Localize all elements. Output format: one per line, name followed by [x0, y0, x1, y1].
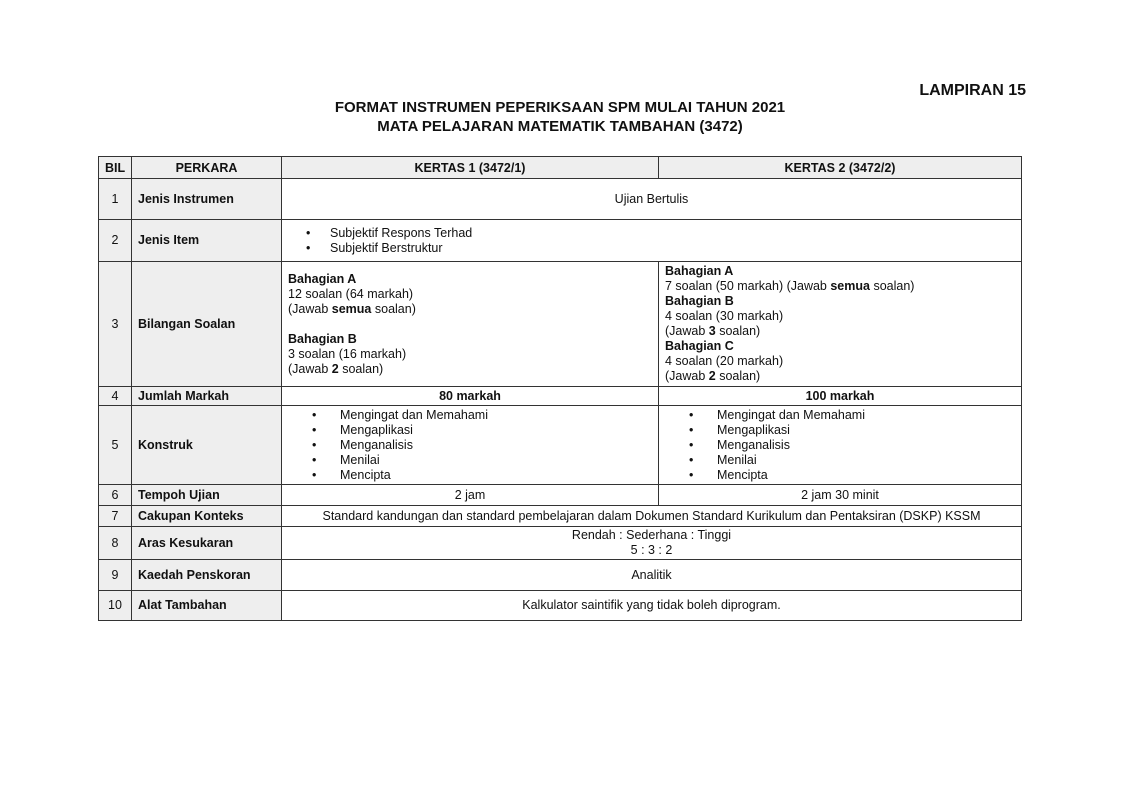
aras-kesukaran-value	[282, 527, 1022, 560]
cakupan-konteks-value: Standard kandungan dan standard pembelajaran dalam Dokumen Standard Kurikulum dan Pentaksiran (DSKP) KSSM	[282, 506, 1022, 527]
row-number: 8	[99, 527, 132, 560]
appendix-label: LAMPIRAN 15	[919, 82, 1026, 99]
section-line: (Jawab 2 soalan)	[665, 369, 761, 383]
list-item: • Subjektif Respons Terhad	[306, 226, 1015, 241]
table-header-row	[99, 157, 1022, 179]
kaedah-penskoran-value: Analitik	[282, 560, 1022, 591]
row-number: 4	[99, 387, 132, 406]
section-heading: Bahagian A	[288, 271, 357, 286]
row-label: Bilangan Soalan	[132, 262, 282, 387]
section-line: (Jawab 3 soalan)	[665, 324, 761, 338]
header-perkara: PERKARA	[132, 157, 282, 179]
section-line: 3 soalan (16 markah)	[288, 346, 407, 361]
header-kertas1: KERTAS 1 (3472/1)	[282, 157, 659, 179]
row-label: Tempoh Ujian	[132, 485, 282, 506]
jenis-instrumen-value: Ujian Bertulis	[282, 179, 1022, 220]
table-row	[99, 179, 1022, 220]
list-item: • Mengaplikasi	[689, 423, 1015, 438]
row-number: 1	[99, 179, 132, 220]
list-item: • Mencipta	[312, 468, 652, 483]
row-label: Aras Kesukaran	[132, 527, 282, 560]
document-title	[250, 98, 870, 136]
jumlah-markah-kertas2: 100 markah	[659, 387, 1022, 406]
list-item: • Mencipta	[689, 468, 1015, 483]
row-number: 5	[99, 406, 132, 485]
section-line: 7 soalan (50 markah) (Jawab semua soalan)	[665, 279, 915, 293]
row-label: Jenis Instrumen	[132, 179, 282, 220]
section-heading: Bahagian C	[665, 339, 734, 353]
bilangan-soalan-kertas1	[282, 262, 659, 387]
section-heading: Bahagian B	[288, 331, 357, 346]
section-line: 4 soalan (20 markah)	[665, 354, 784, 368]
list-item: • Subjektif Berstruktur	[306, 241, 1015, 256]
table-row	[99, 485, 1022, 506]
section-line: (Jawab semua soalan)	[288, 301, 416, 316]
bilangan-soalan-kertas2	[659, 262, 1022, 387]
table-row	[99, 406, 1022, 485]
row-label: Alat Tambahan	[132, 591, 282, 621]
row-number: 7	[99, 506, 132, 527]
section-line: (Jawab 2 soalan)	[288, 361, 384, 376]
section-heading: Bahagian B	[665, 294, 734, 308]
title-line-1: FORMAT INSTRUMEN PEPERIKSAAN SPM MULAI TAHUN 2021	[334, 99, 786, 116]
table-row	[99, 220, 1022, 262]
row-number: 2	[99, 220, 132, 262]
list-item: • Mengingat dan Memahami	[689, 408, 1015, 423]
row-label: Kaedah Penskoran	[132, 560, 282, 591]
header-kertas2: KERTAS 2 (3472/2)	[659, 157, 1022, 179]
section-line: 4 soalan (30 markah)	[665, 309, 784, 323]
table-row	[99, 262, 1022, 387]
row-label: Cakupan Konteks	[132, 506, 282, 527]
alat-tambahan-value: Kalkulator saintifik yang tidak boleh diprogram.	[282, 591, 1022, 621]
difficulty-levels: Rendah : Sederhana : Tinggi	[571, 528, 732, 542]
row-number: 3	[99, 262, 132, 387]
row-label: Jenis Item	[132, 220, 282, 262]
header-bil: BIL	[99, 157, 132, 179]
row-number: 9	[99, 560, 132, 591]
table-row	[99, 506, 1022, 527]
title-line-2: MATA PELAJARAN MATEMATIK TAMBAHAN (3472)	[377, 118, 743, 135]
jenis-item-value	[282, 220, 1022, 262]
list-item: • Mengingat dan Memahami	[312, 408, 652, 423]
row-label: Jumlah Markah	[132, 387, 282, 406]
table-row	[99, 527, 1022, 560]
table-row	[99, 560, 1022, 591]
konstruk-kertas1	[282, 406, 659, 485]
table-row	[99, 387, 1022, 406]
row-number: 6	[99, 485, 132, 506]
difficulty-ratio: 5 : 3 : 2	[630, 543, 673, 557]
list-item: • Mengaplikasi	[312, 423, 652, 438]
tempoh-ujian-kertas1: 2 jam	[282, 485, 659, 506]
row-number: 10	[99, 591, 132, 621]
list-item: • Menilai	[312, 453, 652, 468]
exam-format-table	[98, 156, 1022, 621]
jumlah-markah-kertas1: 80 markah	[282, 387, 659, 406]
konstruk-kertas2	[659, 406, 1022, 485]
tempoh-ujian-kertas2: 2 jam 30 minit	[659, 485, 1022, 506]
row-label: Konstruk	[132, 406, 282, 485]
list-item: • Menganalisis	[312, 438, 652, 453]
list-item: • Menganalisis	[689, 438, 1015, 453]
section-line: 12 soalan (64 markah)	[288, 286, 414, 301]
list-item: • Menilai	[689, 453, 1015, 468]
table-row	[99, 591, 1022, 621]
section-heading: Bahagian A	[665, 264, 734, 278]
